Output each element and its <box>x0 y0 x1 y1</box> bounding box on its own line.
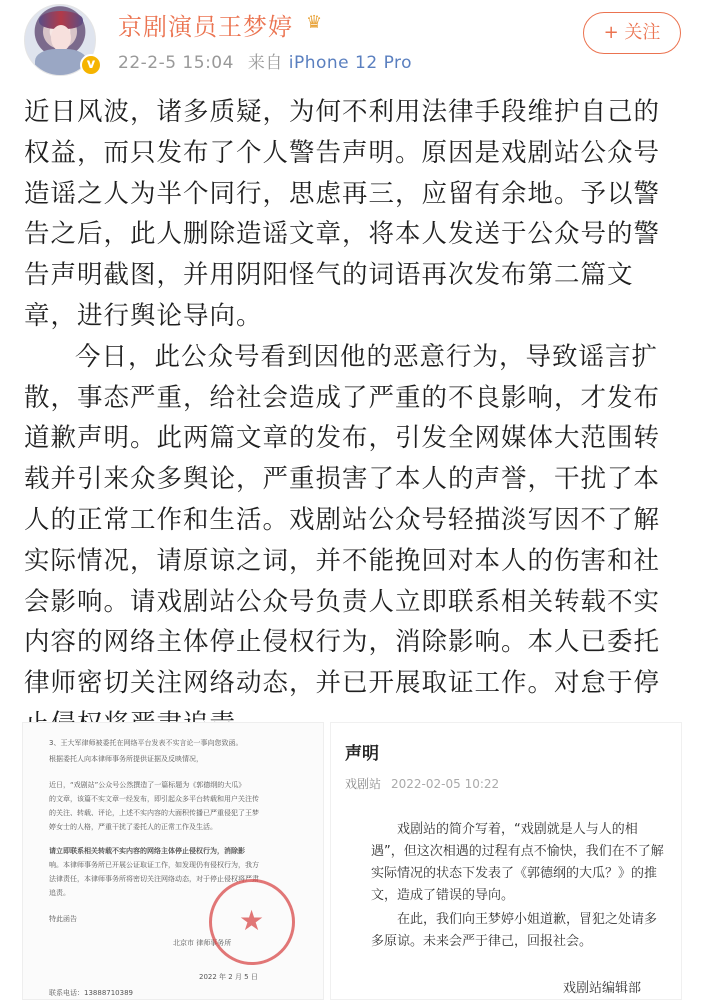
letter-line: 近日，“戏剧站”公众号公然撰造了一篇标题为《郭德纲的大瓜》 <box>49 781 246 789</box>
statement-paragraph-2: 在此，我们向王梦婷小姐道歉，冒犯之处请多多原谅。未来会严于律己，回报社会。 <box>371 912 658 949</box>
letter-line: 特此函告 <box>49 915 77 923</box>
letter-line: 追责。 <box>49 889 70 897</box>
post-header <box>0 0 703 88</box>
letter-line: 婷女士的人格，严重干扰了委托人的正常工作及生活。 <box>49 823 217 831</box>
lawyer-letter-image[interactable] <box>22 722 324 1000</box>
statement-source-name: 戏剧站 <box>345 777 382 791</box>
timestamp: 22-2-5 15:04 <box>118 53 234 73</box>
follow-button[interactable]: + 关注 <box>583 12 681 54</box>
statement-title: 声明 <box>345 744 379 764</box>
red-seal-stamp <box>209 879 295 965</box>
crown-icon: ♛ <box>306 12 323 33</box>
letter-line: 的文章，该篇不实文章一经发布，即引起众多平台转载和用户关注传 <box>49 795 259 803</box>
letter-line: 根据委托人向本律师事务所提供证据及反映情况， <box>49 755 203 763</box>
letter-line: 联系电话：13888710389 <box>49 989 133 997</box>
letter-line: 请立即联系相关转载不实内容的网络主体停止侵权行为，消除影 <box>49 847 245 855</box>
statement-signature: 戏剧站编辑部 <box>563 981 642 996</box>
device-name[interactable]: iPhone 12 Pro <box>288 53 413 73</box>
letter-line: 3、王大军律师被委托在网络平台发表不实言论一事向您致函。 <box>49 739 243 747</box>
post-body <box>24 92 684 745</box>
post-paragraph-1: 近日风波，诸多质疑，为何不利用法律手段维护自己的权益，而只发布了个人警告声明。原因是戏剧站公众号造谣之人为半个同行，思虑再三，应留有余地。予以警告之后，此人删除造谣文章，将本人发送于公众号的警告声明截图，并用阴阳怪气的词语再次发布第二篇文章，进行舆论导向。 <box>24 97 661 331</box>
face-shape <box>51 25 71 51</box>
username[interactable]: 京剧演员王梦婷 <box>118 13 293 41</box>
letter-line: 响。本律师事务所已开展公证取证工作，如发现仍有侵权行为，我方 <box>49 861 259 869</box>
letter-line: 法律责任，本律师事务所将密切关注网络动态，对于停止侵权将严肃 <box>49 875 259 883</box>
letter-line: 2022 年 2 月 5 日 <box>199 973 258 981</box>
letter-line: 北京市 律师事务所 <box>173 939 232 947</box>
apology-statement-image[interactable] <box>330 722 682 1000</box>
statement-date: 2022-02-05 10:22 <box>391 777 500 791</box>
source-prefix: 来自 <box>247 53 283 73</box>
post-paragraph-2: 今日，此公众号看到因他的恶意行为，导致谣言扩散，事态严重，给社会造成了严重的不良影响，才发布道歉声明。此两篇文章的发布，引发全网媒体大范围转载并引来众多舆论，严重损害了本人的声誉，干扰了本人的正常工作和生活。戏剧站公众号轻描淡写因不了解实际情况，请原谅之词，并不能挽回对本人的伤害和社会影响。请戏剧站公众号负责人立即联系相关转载不实内容的网络主体停止侵权行为，消除影响。本人已委托律师密切关注网络动态，并已开展取证工作。对怠于停 <box>24 341 661 699</box>
statement-paragraph-1: 戏剧站的简介写着，“戏剧就是人与人的相遇”，但这次相遇的过程有点不愉快，我们在不了解实际情况的状态下发表了《郭德纲的大瓜？》的推文，造成了错误的导向。 <box>371 822 664 903</box>
letter-line: 的关注、转载、评论，上述不实内容的大面积传播已严重侵犯了王梦 <box>49 809 259 817</box>
statement-source <box>345 775 499 792</box>
post-meta <box>118 48 412 73</box>
verified-badge-icon: v <box>80 54 102 76</box>
